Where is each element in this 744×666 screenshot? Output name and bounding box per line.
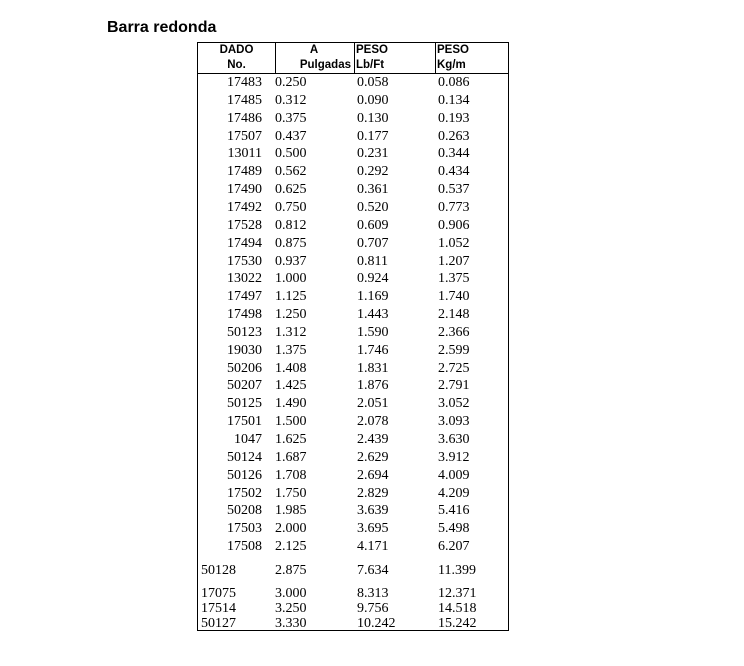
cell-peso-lb: 10.242 [357,616,396,631]
cell-peso-kg: 6.207 [438,539,470,555]
cell-peso-lb: 3.639 [357,503,389,519]
cell-dado: 17508 [227,539,262,555]
cell-peso-lb: 2.694 [357,467,389,483]
cell-pulgadas: 0.500 [275,146,307,162]
cell-peso-kg: 4.009 [438,467,470,483]
cell-peso-kg: 15.242 [438,616,477,631]
cell-pulgadas: 2.875 [275,563,307,578]
cell-dado: 17490 [227,182,262,198]
table-row [198,74,508,92]
cell-peso-lb: 2.051 [357,396,389,412]
cell-peso-lb: 0.520 [357,199,389,215]
table-row [198,586,508,601]
cell-peso-lb: 2.078 [357,414,389,430]
table-row [198,601,508,616]
cell-dado: 17528 [227,217,262,233]
cell-pulgadas: 2.000 [275,521,307,537]
cell-pulgadas: 2.125 [275,539,307,555]
table-row [198,342,508,360]
cell-peso-kg: 1.740 [438,289,470,305]
cell-peso-lb: 1.746 [357,342,389,358]
cell-pulgadas: 1.000 [275,271,307,287]
cell-pulgadas: 1.625 [275,432,307,447]
cell-peso-lb: 0.177 [357,128,389,144]
cell-pulgadas: 0.375 [275,110,307,126]
cell-peso-kg: 0.344 [438,146,470,162]
table-row [198,360,508,378]
cell-dado: 17514 [201,601,236,616]
cell-peso-kg: 1.207 [438,253,470,269]
cell-pulgadas: 1.750 [275,485,307,501]
table-row [198,413,508,431]
cell-peso-kg: 4.209 [438,485,470,501]
cell-peso-kg: 12.371 [438,586,477,601]
table-row [198,449,508,467]
cell-pulgadas: 0.250 [275,75,307,90]
cell-peso-lb: 0.130 [357,110,389,126]
table-row [198,288,508,306]
cell-pulgadas: 0.812 [275,217,307,233]
cell-peso-kg: 11.399 [438,563,476,578]
cell-peso-lb: 8.313 [357,586,389,601]
cell-peso-kg: 0.086 [438,75,470,90]
cell-dado: 50126 [227,467,262,483]
cell-peso-kg: 2.599 [438,342,470,358]
cell-peso-kg: 0.134 [438,92,470,108]
header-divider [354,43,355,73]
cell-dado: 17492 [227,199,262,215]
cell-dado: 17486 [227,110,262,126]
table-header-row [198,43,508,58]
table-row [198,253,508,271]
table-row [198,217,508,235]
cell-dado: 50125 [227,396,262,412]
cell-peso-kg: 1.052 [438,235,470,251]
cell-peso-lb: 7.634 [357,563,389,578]
table-row [198,377,508,395]
cell-peso-kg: 0.906 [438,217,470,233]
cell-dado: 1047 [234,432,262,447]
cell-pulgadas: 1.408 [275,360,307,376]
cell-peso-kg: 3.093 [438,414,470,430]
cell-pulgadas: 3.330 [275,616,307,631]
cell-peso-lb: 1.590 [357,324,389,340]
cell-dado: 50127 [201,616,236,631]
cell-peso-lb: 3.695 [357,521,389,537]
cell-dado: 17502 [227,485,262,501]
cell-peso-kg: 5.416 [438,503,470,519]
table-row [198,110,508,128]
cell-peso-kg: 2.791 [438,378,470,394]
header-dado-unit: No. [227,59,246,71]
cell-dado: 17489 [227,164,262,180]
data-table [197,42,509,631]
cell-pulgadas: 1.312 [275,324,307,340]
header-lb-unit: Lb/Ft [356,59,385,71]
cell-peso-lb: 1.876 [357,378,389,394]
cell-pulgadas: 1.425 [275,378,307,394]
cell-peso-kg: 2.725 [438,360,470,376]
cell-pulgadas: 0.312 [275,92,307,108]
cell-dado: 17503 [227,521,262,537]
header-peso-kg: PESO [437,44,469,56]
cell-peso-kg: 3.912 [438,449,470,465]
cell-peso-lb: 0.924 [357,271,389,287]
cell-peso-kg: 14.518 [438,601,477,616]
table-row [198,538,508,556]
table-row [198,199,508,217]
cell-pulgadas: 3.000 [275,586,307,601]
cell-dado: 50207 [227,378,262,394]
cell-peso-kg: 0.537 [438,182,470,198]
cell-pulgadas: 1.687 [275,449,307,465]
cell-pulgadas: 1.708 [275,467,307,483]
cell-pulgadas: 0.562 [275,164,307,180]
page-title: Barra redonda [107,19,217,36]
cell-pulgadas: 3.250 [275,601,307,616]
table-row [198,562,508,580]
table-row [198,431,508,449]
cell-dado: 17501 [227,414,262,430]
cell-peso-lb: 0.231 [357,146,389,162]
cell-peso-lb: 1.831 [357,360,389,376]
header-a: A [309,44,319,56]
table-row [198,128,508,146]
cell-dado: 17530 [227,253,262,269]
cell-dado: 17494 [227,235,262,251]
table-row [198,485,508,503]
cell-pulgadas: 1.985 [275,503,307,519]
cell-pulgadas: 1.250 [275,307,307,323]
header-dado: DADO [219,44,254,56]
cell-dado: 17483 [227,75,262,90]
header-kg-unit: Kg/m [437,59,466,71]
cell-dado: 19030 [227,342,262,358]
cell-peso-lb: 2.629 [357,449,389,465]
cell-dado: 17075 [201,586,236,601]
cell-dado: 17497 [227,289,262,305]
cell-dado: 17507 [227,128,262,144]
table-row [198,270,508,288]
cell-peso-kg: 0.434 [438,164,470,180]
table-row [198,467,508,485]
cell-peso-lb: 0.609 [357,217,389,233]
cell-dado: 13022 [227,271,262,287]
cell-pulgadas: 1.500 [275,414,307,430]
cell-peso-kg: 0.773 [438,199,470,215]
cell-dado: 50128 [201,563,236,578]
cell-peso-kg: 2.366 [438,324,470,340]
cell-pulgadas: 1.375 [275,342,307,358]
cell-pulgadas: 0.875 [275,235,307,251]
table-row [198,502,508,520]
cell-dado: 50123 [227,324,262,340]
header-divider [435,43,436,73]
cell-peso-lb: 4.171 [357,539,389,555]
table-header-row [198,58,508,73]
cell-dado: 50206 [227,360,262,376]
header-a-unit: Pulgadas [299,59,351,71]
header-peso-lb: PESO [356,44,388,56]
cell-peso-lb: 0.292 [357,164,389,180]
cell-dado: 50124 [227,449,262,465]
table-row [198,145,508,163]
cell-peso-kg: 2.148 [438,307,470,323]
table-row [198,395,508,413]
cell-peso-lb: 0.811 [357,253,388,269]
cell-peso-lb: 1.169 [357,289,389,305]
cell-pulgadas: 0.437 [275,128,307,144]
table-row [198,616,508,631]
cell-dado: 50208 [227,503,262,519]
cell-pulgadas: 0.937 [275,253,307,269]
cell-peso-lb: 0.361 [357,182,389,198]
cell-peso-kg: 0.193 [438,110,470,126]
cell-peso-kg: 3.630 [438,432,470,447]
cell-peso-lb: 2.829 [357,485,389,501]
cell-dado: 13011 [227,146,262,162]
table-row [198,306,508,324]
cell-dado: 17498 [227,307,262,323]
cell-pulgadas: 0.625 [275,182,307,198]
table-row [198,324,508,342]
cell-peso-lb: 1.443 [357,307,389,323]
cell-pulgadas: 1.125 [275,289,307,305]
cell-peso-kg: 1.375 [438,271,470,287]
cell-peso-lb: 2.439 [357,432,389,447]
cell-pulgadas: 1.490 [275,396,307,412]
table-row [198,235,508,253]
cell-dado: 17485 [227,92,262,108]
cell-peso-kg: 3.052 [438,396,470,412]
cell-pulgadas: 0.750 [275,199,307,215]
cell-peso-lb: 0.090 [357,92,389,108]
cell-peso-kg: 0.263 [438,128,470,144]
cell-peso-lb: 0.707 [357,235,389,251]
cell-peso-lb: 9.756 [357,601,389,616]
header-divider [275,43,276,73]
table-row [198,520,508,538]
table-row [198,92,508,110]
cell-peso-kg: 5.498 [438,521,470,537]
table-row [198,163,508,181]
table-row [198,181,508,199]
cell-peso-lb: 0.058 [357,75,389,90]
